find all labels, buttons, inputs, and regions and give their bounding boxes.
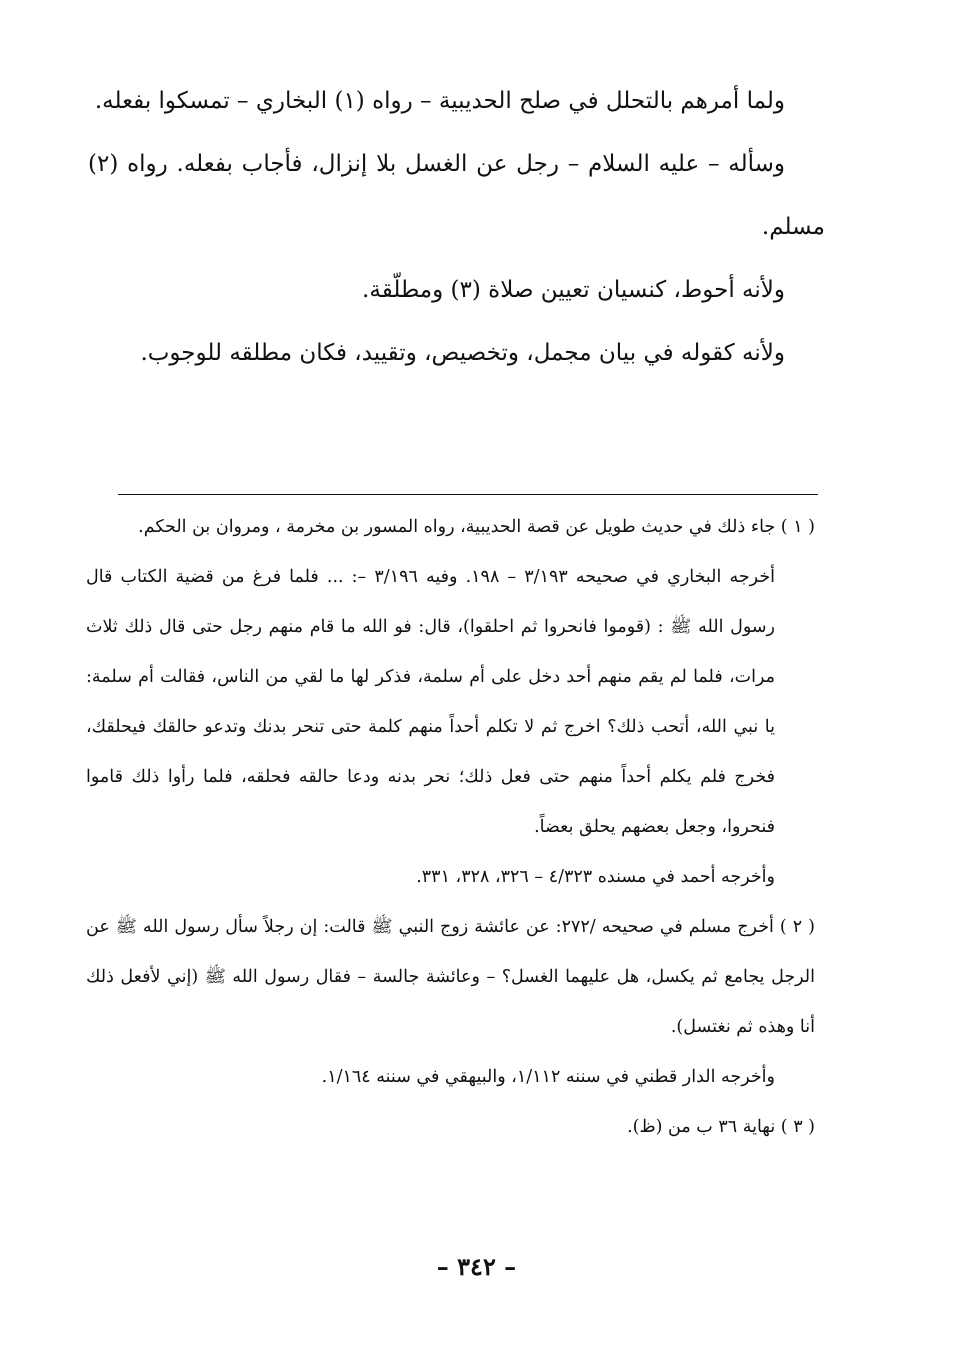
paragraph: وسأله – عليه السلام – رجل عن الغسل بلا إنزال، فأجاب بفعله. رواه (٢) مسلم.	[88, 151, 825, 240]
footnote-2: ( ٢ ) أخرج مسلم في صحيحه /٢٧٢: عن عائشة زوج النبي ﷺ قالت: إن رجلاً سأل رسول الله ﷺ عن الرجل يجامع ثم يكسل، هل عليهما الغسل؟ – وعائشة جالسة – فقال رسول الله ﷺ (إني لأفعل ذلك أنا وهذه ثم نغتسل).	[86, 917, 816, 1037]
footnote-1-source-ahmad: وأخرجه أحمد في مسنده ٤/٣٢٣ – ٣٢٦، ٣٢٨، ٣٣١.	[416, 867, 775, 887]
footnote-3: ( ٣ ) نهاية ٣٦ ب من (ظ).	[627, 1117, 815, 1137]
footnotes	[86, 502, 815, 1152]
footnote-1-source-bukhari: أخرجه البخاري في صحيحه ٣/١٩٣ – ١٩٨. وفيه ٣/١٩٦ –: ... فلما فرغ من قضية الكتاب قال رسول الله ﷺ : (قوموا فانحروا ثم احلقوا)، قال: فو الله ما قام منهم رجل حتى قال ذلك ثلاث مرات، فلما لم يقم منهم أحد دخل على أم سلمة، فذكر لها ما لقي من الناس، فقالت أم سلمة: يا نبي الله، أتحب ذلك؟ اخرج ثم لا تكلم أحداً منهم كلمة حتى تنحر بدنك وتدعو حالقك فيحلقك، فخرج فلم يكلم أحداً منهم حتى فعل ذلك؛ نحر بدنه ودعا حالقه فحلقه، فلما رأوا ذلك قاموا فنحروا، وجعل بعضهم يحلق بعضاً.	[86, 567, 776, 837]
footnote-1: ( ١ ) جاء ذلك في حديث طويل عن قصة الحديبية، رواه المسور بن مخرمة ، ومروان بن الحكم.	[138, 517, 815, 537]
paragraph: ولأنه كقوله في بيان مجمل، وتخصيص، وتقييد، فكان مطلقه للوجوب.	[140, 340, 785, 366]
paragraph: ولأنه أحوط، كنسيان تعيين صلاة (٣) ومطلّقة.	[362, 277, 785, 303]
main-text	[88, 70, 825, 385]
page-number: – ٣٤٢ –	[436, 1252, 517, 1281]
footnote-divider	[118, 494, 818, 495]
footnote-2-source: وأخرجه الدار قطني في سننه ١/١١٢، والبيهقي في سننه ١/١٦٤.	[321, 1067, 775, 1087]
paragraph: ولما أمرهم بالتحلل في صلح الحديبية – رواه (١) البخاري – تمسكوا بفعله.	[94, 88, 785, 114]
